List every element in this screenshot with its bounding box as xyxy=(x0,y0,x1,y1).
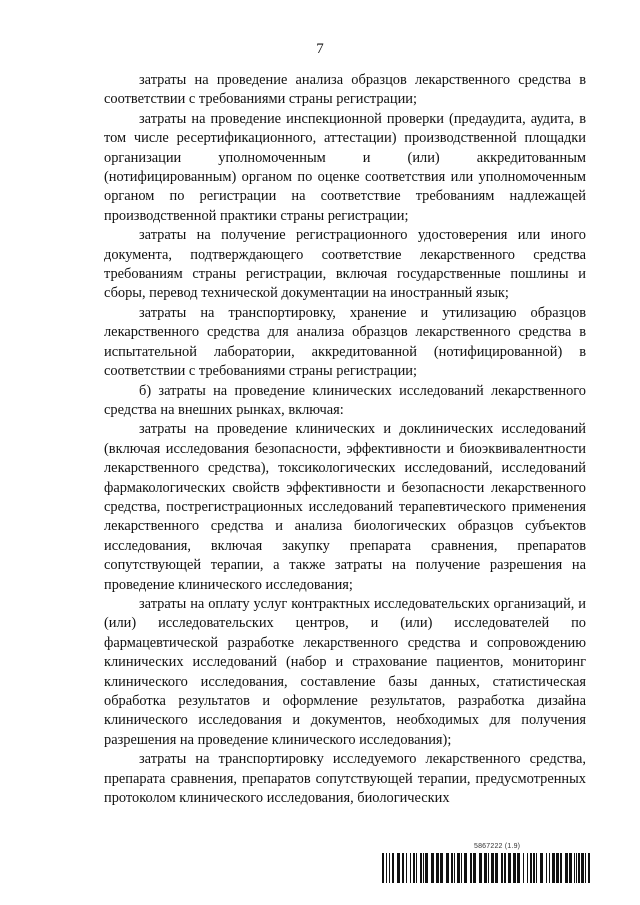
paragraph-investigational-transport-costs: затраты на транспортировку исследуемого лекарственного средства, препарата сравнения, препаратов сопутствующей терапии, предусмотренных протоколом клинического исследования, биологических xyxy=(104,751,586,807)
barcode-bar xyxy=(546,853,547,883)
barcode-bar xyxy=(454,853,455,883)
barcode-bar xyxy=(423,853,424,883)
barcode-bar xyxy=(413,853,415,883)
barcode-bar xyxy=(588,853,590,883)
barcode-bar xyxy=(495,853,498,883)
barcode-bar xyxy=(382,853,384,883)
paragraph-contract-research-costs: затраты на оплату услуг контрактных исследовательских организаций, и (или) исследовательских центров, и (или) исследователей по фармацевтической разработке лекарственного средства и сопровождению клинических исследований (набор и страхование пациентов, мониторинг клинического исследования, составление базы данных, статистическая обработка результатов и оформление результатов, разработка дизайна клинического исследования и документов, необходимых для получения разрешения на проведение клинического исследования); xyxy=(104,595,586,748)
document-body xyxy=(104,71,586,808)
barcode-bar xyxy=(513,853,516,883)
barcode-bar xyxy=(556,853,559,883)
barcode-bar xyxy=(536,853,537,883)
barcode-bar xyxy=(473,853,476,883)
barcode-bar xyxy=(565,853,568,883)
paragraph-analysis-costs: затраты на проведение анализа образцов лекарственного средства в соответствии с требованиями страны регистрации; xyxy=(104,72,586,108)
barcode-bar xyxy=(517,853,520,883)
barcode-bar xyxy=(578,853,580,883)
barcode-bar xyxy=(446,853,449,883)
barcode-bar xyxy=(386,853,387,883)
barcode-bar xyxy=(581,853,584,883)
paragraph-inspection-costs: затраты на проведение инспекционной проверки (предаудита, аудита, в том числе ресертификационного, аттестации) производственной площадки организации уполномоченным и (или) аккредитованным (нотифицированным) органом по оценке соответствия или уполномоченным органом по регистрации на соответствие требованиям надлежащей производственной практики страны регистрации; xyxy=(104,110,586,224)
barcode-bar xyxy=(508,853,511,883)
barcode-bar xyxy=(569,853,572,883)
barcode-bar xyxy=(530,853,532,883)
document-footer xyxy=(382,843,590,883)
barcode-bar xyxy=(402,853,404,883)
barcode-bar xyxy=(488,853,489,883)
paragraph-transport-storage-costs: затраты на транспортировку, хранение и утилизацию образцов лекарственного средства для анализа образцов лекарственного средства в испытательной лаборатории, аккредитованной (нотифицированной) в соответствии с требованиями страны регистрации; xyxy=(104,304,586,380)
barcode-bar xyxy=(576,853,577,883)
barcode-bar xyxy=(431,853,434,883)
barcode-bar xyxy=(436,853,439,883)
barcode-bar xyxy=(420,853,422,883)
barcode-bar xyxy=(397,853,400,883)
barcode-bar xyxy=(406,853,407,883)
barcode-bar xyxy=(533,853,535,883)
barcode-bar xyxy=(389,853,390,883)
barcode-bar xyxy=(501,853,503,883)
barcode-bar xyxy=(457,853,460,883)
barcode-bar xyxy=(410,853,411,883)
barcode-bar xyxy=(392,853,394,883)
barcode-bar xyxy=(527,853,528,883)
barcode-bar xyxy=(540,853,543,883)
barcode-bar xyxy=(552,853,555,883)
barcode-bar xyxy=(484,853,487,883)
barcode-bar xyxy=(479,853,482,883)
barcode-bar xyxy=(416,853,417,883)
barcode-bar xyxy=(440,853,443,883)
barcode-bar xyxy=(425,853,428,883)
paragraph-clinical-trials-heading: б) затраты на проведение клинических исследований лекарственного средства на внешних рынках, включая: xyxy=(104,382,586,418)
barcode-bar xyxy=(470,853,472,883)
page-number: 7 xyxy=(316,41,324,57)
document-code: 5867222 (1.9) xyxy=(474,843,521,850)
barcode-bar xyxy=(585,853,586,883)
paragraph-clinical-preclinical-costs: затраты на проведение клинических и доклинических исследований (включая исследования безопасности, эффективности и биоэквивалентности лекарственного средства), токсикологических исследований, исследований фармакологических свойств эффективности и безопасности лекарственного средства, пострегистрационных исследований терапевтического применения лекарственного средства и анализа биологических образцов субъектов исследования, включая закупку препарата сравнения, препаратов сопутствующей терапии, а также затраты на получение разрешения на проведение клинического исследования; xyxy=(104,421,586,593)
paragraph-registration-certificate-costs: затраты на получение регистрационного удостоверения или иного документа, подтверждающего соответствие лекарственного средства требованиям страны регистрации, включая государственные пошлины и сборы, перевод технической документации на иностранный язык; xyxy=(104,227,586,302)
barcode-bar xyxy=(549,853,550,883)
barcode-bar xyxy=(523,853,524,883)
barcode-icon xyxy=(382,853,590,883)
barcode-bar xyxy=(464,853,467,883)
barcode-bar xyxy=(461,853,462,883)
barcode-bar xyxy=(574,853,575,883)
barcode-bar xyxy=(491,853,494,883)
barcode-bar xyxy=(451,853,453,883)
barcode-bar xyxy=(560,853,562,883)
barcode-bar xyxy=(504,853,506,883)
